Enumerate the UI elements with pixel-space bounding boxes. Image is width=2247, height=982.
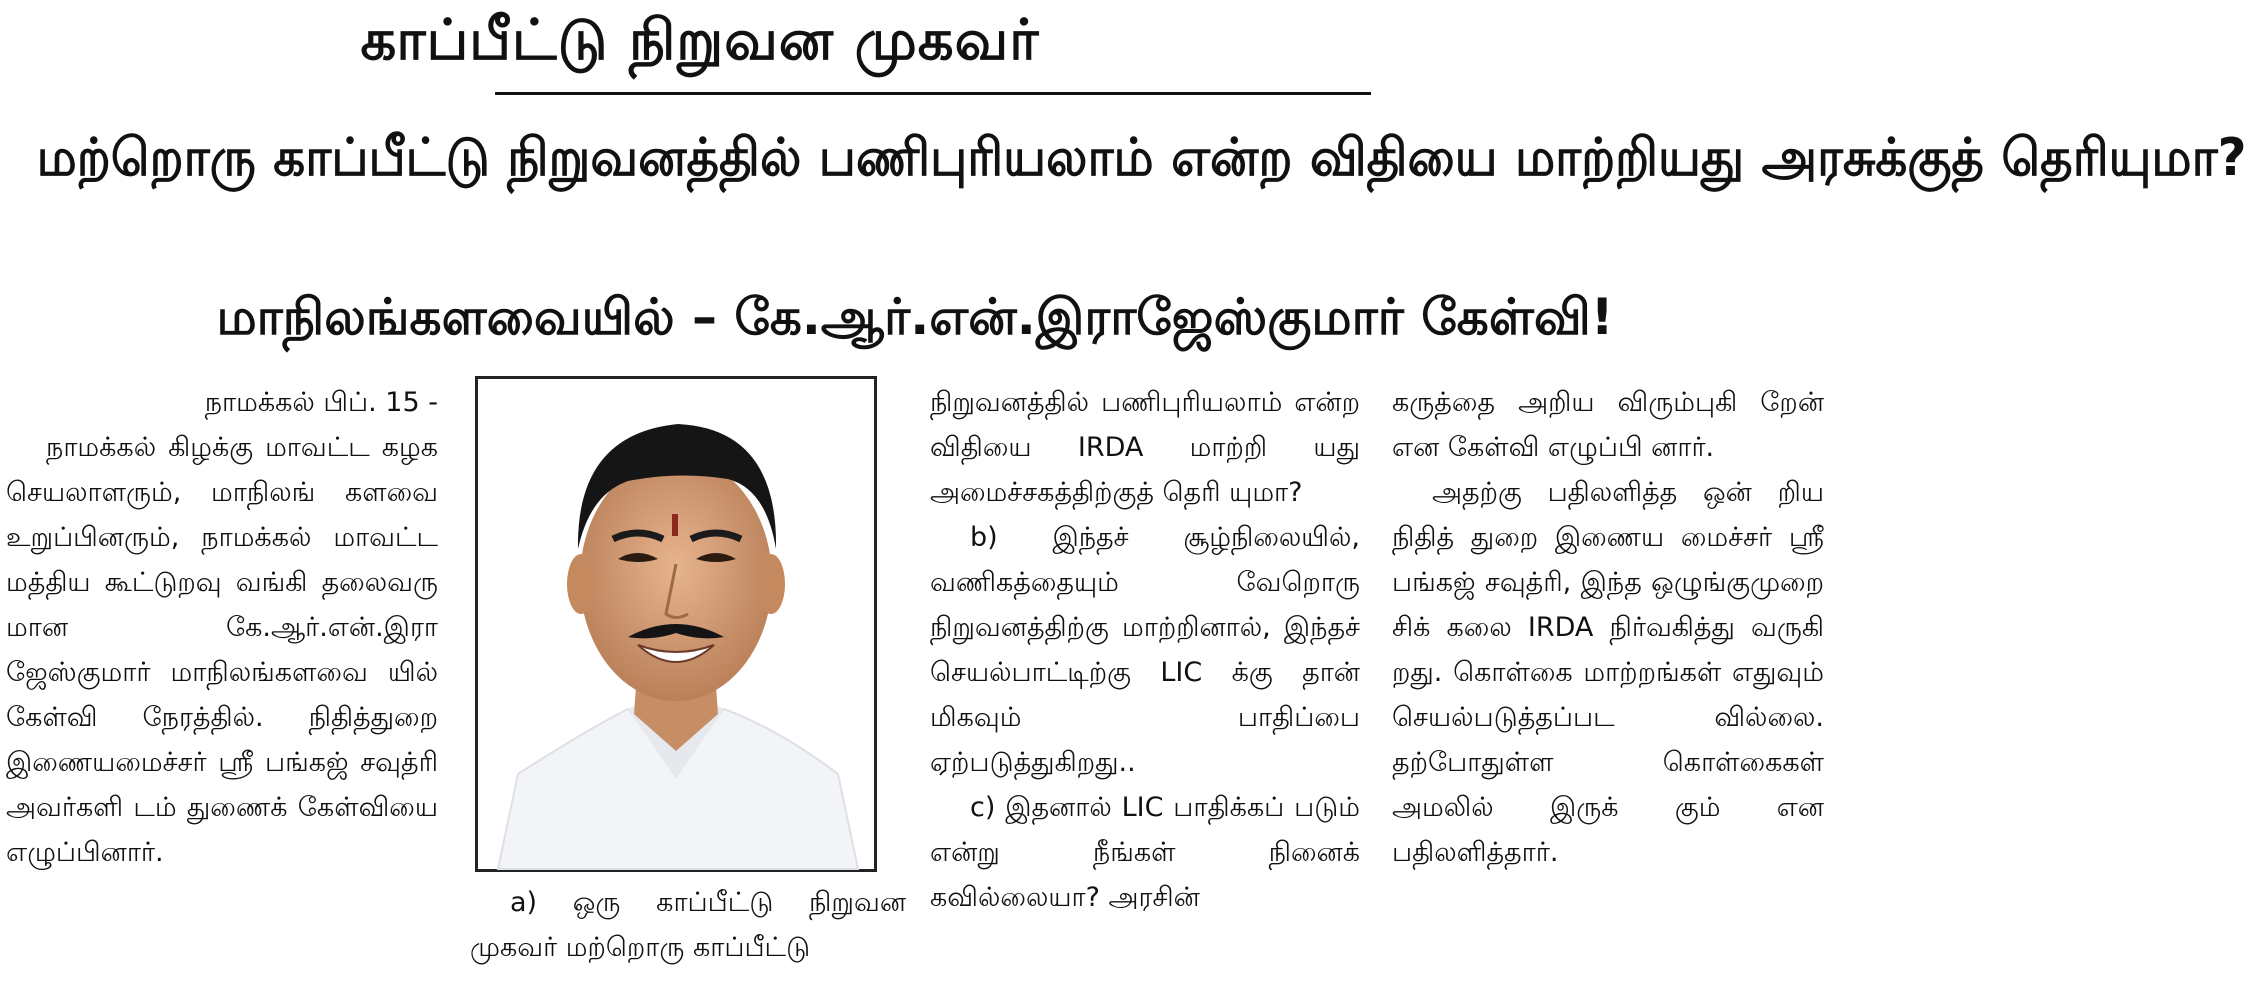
- subheadline: மாநிலங்களவையில் – கே.ஆர்.என்.இராஜேஸ்குமார் கேள்வி!: [216, 288, 1614, 346]
- portrait-illustration: [478, 379, 874, 869]
- article-column-3: [930, 380, 1360, 920]
- article-column-2: [470, 880, 906, 970]
- kicker-heading: காப்பீட்டு நிறுவன முகவர்: [360, 8, 1040, 73]
- article-paragraph: c) இதனால் LIC பாதிக்கப் படும் என்று நீங்கள் நினைக் கவில்லையா? அரசின்: [930, 792, 1360, 913]
- article-paragraph: நிறுவனத்தில் பணிபுரியலாம் என்ற விதியை IRDA மாற்றி யது அமைச்சகத்திற்குத் தெரி யுமா?: [930, 387, 1360, 508]
- kicker-underline: [495, 92, 1371, 95]
- article-paragraph: நாமக்கல் கிழக்கு மாவட்ட கழக செயலாளரும், மாநிலங் களவை உறுப்பினரும், நாமக்கல் மாவட்ட மத்திய கூட்டுறவு வங்கி தலைவரு மான கே.ஆர்.என்.இரா ஜேஸ்குமார் மாநிலங்களவை யில் கேள்வி நேரத்தில். நிதித்துறை இணையமைச்சர் ஸ்ரீ பங்கஜ் சவுத்ரி அவர்களி டம் துணைக் கேள்வியை எழுப்பினார்.: [6, 432, 438, 868]
- portrait-photo: [475, 376, 877, 872]
- article-paragraph: கருத்தை அறிய விரும்புகி றேன் என கேள்வி எழுப்பி னார்.: [1392, 387, 1824, 463]
- article-column-1: [6, 380, 438, 875]
- article-paragraph: a) ஒரு காப்பீட்டு நிறுவன முகவர் மற்றொரு காப்பீட்டு: [470, 887, 906, 963]
- article-paragraph: அதற்கு பதிலளித்த ஒன் றிய நிதித் துறை இணைய மைச்சர் ஸ்ரீ பங்கஜ் சவுத்ரி, இந்த ஒழுங்குமுறை சிக் கலை IRDA நிர்வகித்து வருகி றது. கொள்கை மாற்றங்கள் எதுவும் செயல்படுத்தப்பட வில்லை. தற்போதுள்ள கொள்கைகள் அமலில் இருக் கும் என பதிலளித்தார்.: [1392, 477, 1824, 868]
- dateline: நாமக்கல் பிப். 15 -: [204, 387, 438, 418]
- article-paragraph: b) இந்தச் சூழ்நிலையில், வணிகத்தையும் வேறொரு நிறுவனத்திற்கு மாற்றினால், இந்தச் செயல்பாட்டிற்கு LIC க்கு தான் மிகவும் பாதிப்பை ஏற்படுத்துகிறது..: [930, 522, 1360, 778]
- article-column-4: [1392, 380, 1824, 875]
- headline: மற்றொரு காப்பீட்டு நிறுவனத்தில் பணிபுரியலாம் என்ற விதியை மாற்றியது அரசுக்குத் தெரியுமா?: [36, 128, 2247, 188]
